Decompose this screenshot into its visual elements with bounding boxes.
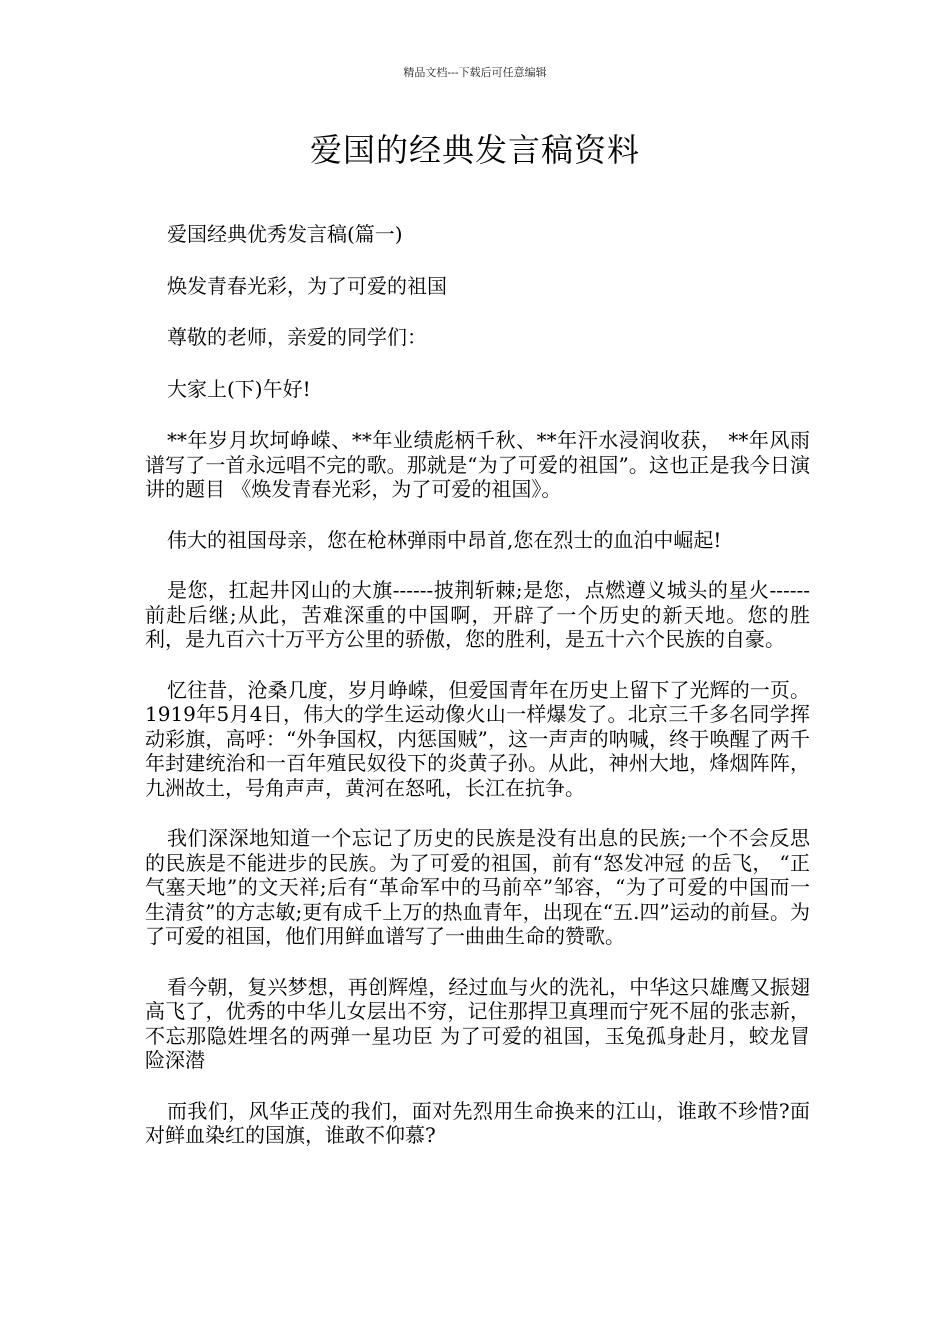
paragraph: 我们深深地知道一个忘记了历史的民族是没有出息的民族;一个不会反思的民族是不能进步的民族。为了可爱的祖国，前有“怒发冲冠 的岳飞， “正气塞天地”的文天祥;后有“革命军中的马前卒”邹容，“为了可爱的中国而一生清贫”的方志敏;更有成千上万的热血青年，出现在“五.四”运动的前昼。为了可爱的祖国，他们用鲜血谱写了一曲曲生命的赞歌。	[145, 826, 810, 948]
paragraph-speech-title: 焕发青春光彩，为了可爱的祖国	[167, 273, 447, 298]
paragraph: 是您，扛起井冈山的大旗------披荆斩棘;是您，点燃遵义城头的星火------前赴后继;从此，苦难深重的中国啊，开辟了一个历史的新天地。您的胜利，是九百六十万平方公里的骄傲，您的胜利，是五十六个民族的自豪。	[145, 578, 810, 651]
paragraph: 而我们，风华正茂的我们，面对先烈用生命换来的江山，谁敢不珍惜?面对鲜血染红的国旗，谁敢不仰慕?	[145, 1098, 810, 1147]
document-body	[145, 222, 810, 1174]
paragraph-salutation: 尊敬的老师，亲爱的同学们：	[167, 325, 427, 349]
paragraph: **年岁月坎坷峥嵘、**年业绩彪柄千秋、**年汗水浸润收获， **年风雨谱写了一首永远唱不完的歌。那就是“为了可爱的祖国”。这也正是我今日演讲的题目 《焕发青春光彩，为了可爱的祖国》。	[145, 428, 810, 501]
paragraph-greeting: 大家上(下)午好!	[167, 376, 311, 401]
paragraph: 伟大的祖国母亲，您在枪林弹雨中昂首,您在烈士的血泊中崛起!	[167, 527, 722, 552]
paragraph: 忆往昔，沧桑几度，岁月峥嵘，但爱国青年在历史上留下了光辉的一页。1919年5月4日，伟大的学生运动像火山一样爆发了。北京三千多名同学挥动彩旗，高呼：“外争国权，内惩国贼”，这一声声的呐喊，终于唤醒了两千年封建统治和一百年殖民奴役下的炎黄子孙。从此，神州大地，烽烟阵阵，九洲故土，号角声声，黄河在怒吼，长江在抗争。	[145, 677, 810, 800]
paragraph-section-heading: 爱国经典优秀发言稿(篇一)	[167, 222, 403, 246]
header-note: 精品文档---下载后可任意编辑	[403, 66, 547, 79]
document-title: 爱国的经典发言稿资料	[309, 131, 640, 169]
paragraph: 看今朝，复兴梦想，再创辉煌，经过血与火的洗礼，中华这只雄鹰又振翅高飞了，优秀的中华儿女层出不穷，记住那捍卫真理而宁死不屈的张志新，不忘那隐姓埋名的两弹一星功臣 为了可爱的祖国，玉兔孤身赴月，蛟龙冒险深潜	[145, 974, 810, 1072]
